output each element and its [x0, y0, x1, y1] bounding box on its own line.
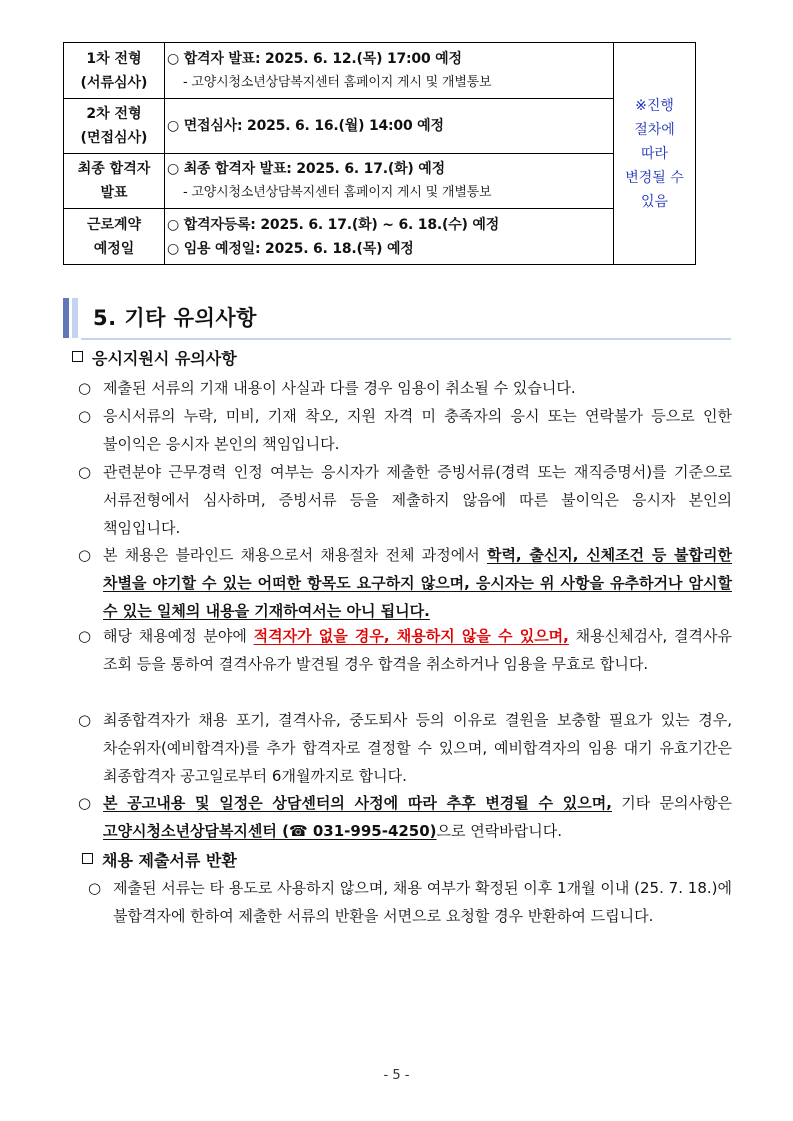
- square-bullet-icon: [72, 351, 83, 362]
- list-item-text: 응시서류의 누락, 미비, 기재 착오, 지원 자격 미 충족자의 응시 또는 연락불가 등으로 인한 불이익은 응시자 본인의 책임입니다.: [103, 407, 732, 453]
- detail-line: ○ 최종 합격자 발표: 2025. 6. 17.(화) 예정: [167, 161, 445, 177]
- list-item-text: 제출된 서류는 타 용도로 사용하지 않으며, 채용 여부가 확정된 이후 1개월 이내 (25. 7. 18.)에 불합격자에 한하여 제출한 서류의 반환을 서면으로 요청할 경우 반환하여 드립니다.: [113, 879, 732, 925]
- detail-cell: [165, 209, 614, 265]
- list-item: [88, 874, 732, 930]
- list-item: [78, 622, 732, 678]
- list-item: [78, 402, 732, 458]
- stage-label: 1차 전형: [86, 50, 142, 67]
- stage-label: 최종 합격자: [77, 161, 151, 177]
- schedule-row: [64, 43, 696, 99]
- list-item: [78, 374, 732, 402]
- warning-text: 적격자가 없을 경우, 채용하지 않을 수 있으며,: [253, 627, 569, 645]
- subsection-title: 채용 제출서류 반환: [102, 851, 237, 870]
- section-title: 5. 기타 유의사항: [93, 306, 257, 330]
- schedule-row: [64, 154, 696, 209]
- stage-label: 근로계약: [86, 216, 142, 233]
- list-item-text: 제출된 서류의 기재 내용이 사실과 다를 경우 임용이 취소될 수 있습니다.: [103, 379, 576, 397]
- list-item-text: [103, 789, 732, 845]
- stage-sublabel: (서류심사): [80, 74, 148, 91]
- circle-bullet-icon: ○: [78, 407, 92, 425]
- detail-cell: [165, 99, 614, 154]
- section-underline: [81, 338, 731, 340]
- detail-line: ○ 합격자 발표: 2025. 6. 12.(목) 17:00 예정: [167, 50, 462, 67]
- subsection-title: 응시지원시 유의사항: [92, 349, 237, 368]
- schedule-note: [614, 43, 696, 265]
- stage-sublabel: 발표: [100, 185, 128, 201]
- schedule-note-text: ※진행 절차에 따라 변경될 수 있음: [625, 97, 684, 210]
- list-item-text: 최종합격자가 채용 포기, 결격사유, 중도퇴사 등의 이유로 결원을 보충할 필요가 있는 경우, 차순위자(예비합격자)를 추가 합격자로 결정할 수 있으며, 예비합격자의 임용 대기 유효기간은 최종합격자 공고일로부터 6개월까지로 합니다.: [103, 711, 732, 785]
- schedule-row: [64, 209, 696, 265]
- circle-bullet-icon: ○: [78, 794, 92, 812]
- detail-subline: - 고양시청소년상담복지센터 홈페이지 게시 및 개별통보: [183, 185, 492, 200]
- circle-bullet-icon: ○: [78, 463, 92, 481]
- emphasis-text: 본 공고내용 및 일정은 상담센터의 사정에 따라 추후 변경될 수 있으며,: [103, 794, 612, 812]
- text-segment: 해당 채용예정 분야에: [103, 627, 254, 645]
- stage-sublabel: 예정일: [93, 240, 135, 257]
- text-segment: 채용신체검사, 결격사유 조회 등을 통하여 결격사유가 발견될 경우 합격을 취소하거나 임용을 무효로 합니다.: [103, 627, 732, 673]
- list-item: [78, 541, 732, 625]
- detail-subline: - 고양시청소년상담복지센터 홈페이지 게시 및 개별통보: [183, 74, 492, 90]
- detail-line: ○ 임용 예정일: 2025. 6. 18.(목) 예정: [167, 240, 414, 257]
- schedule-row: [64, 99, 696, 154]
- stage-cell: [64, 154, 165, 209]
- stage-cell: [64, 43, 165, 99]
- text-segment: 본 채용은 블라인드 채용으로서 채용절차 전체 과정에서: [103, 546, 487, 564]
- subsection-heading: [72, 346, 237, 369]
- square-bullet-icon: [82, 853, 93, 864]
- stage-sublabel: (면접심사): [80, 130, 148, 146]
- circle-bullet-icon: ○: [78, 546, 92, 564]
- list-item-text: [103, 541, 732, 625]
- list-item: [78, 458, 732, 542]
- emphasis-text: 학력, 출신지, 신체조건 등 불합리한 차별을 야기할 수 있는 어떠한 항목도 요구하지 않으며, 응시자는 위 사항을 유추하거나 암시할 수 있는 일체의 내용을 기재하여서는 아니 됩니다.: [103, 546, 732, 620]
- circle-bullet-icon: ○: [78, 711, 92, 729]
- circle-bullet-icon: ○: [78, 379, 92, 397]
- detail-line: ○ 면접심사: 2025. 6. 16.(월) 14:00 예정: [167, 118, 444, 134]
- section-heading: [63, 296, 731, 340]
- stage-label: 2차 전형: [86, 106, 142, 122]
- stage-cell: [64, 209, 165, 265]
- section-bar-light: [72, 298, 78, 338]
- detail-cell: [165, 154, 614, 209]
- text-segment: 으로 연락바랍니다.: [436, 822, 563, 840]
- text-segment: 기타 문의사항은: [611, 794, 732, 812]
- list-item-text: [103, 622, 732, 678]
- list-item: [78, 706, 732, 790]
- subsection-heading: [82, 848, 237, 871]
- detail-line: ○ 합격자등록: 2025. 6. 17.(화) ~ 6. 18.(수) 예정: [167, 216, 500, 233]
- circle-bullet-icon: ○: [78, 627, 92, 645]
- list-item-text: 관련분야 근무경력 인정 여부는 응시자가 제출한 증빙서류(경력 또는 재직증명서)를 기준으로 서류전형에서 심사하며, 증빙서류 등을 제출하지 않음에 따른 불이익은 응시자 본인의 책임입니다.: [103, 463, 732, 537]
- circle-bullet-icon: ○: [88, 879, 102, 897]
- page-number: - 5 -: [383, 1068, 410, 1083]
- detail-cell: [165, 43, 614, 99]
- contact-info: 고양시청소년상담복지센터 (☎ 031-995-4250): [103, 822, 437, 840]
- stage-cell: [64, 99, 165, 154]
- list-item: [78, 789, 732, 845]
- section-bar: [63, 298, 69, 338]
- schedule-table: [63, 42, 696, 265]
